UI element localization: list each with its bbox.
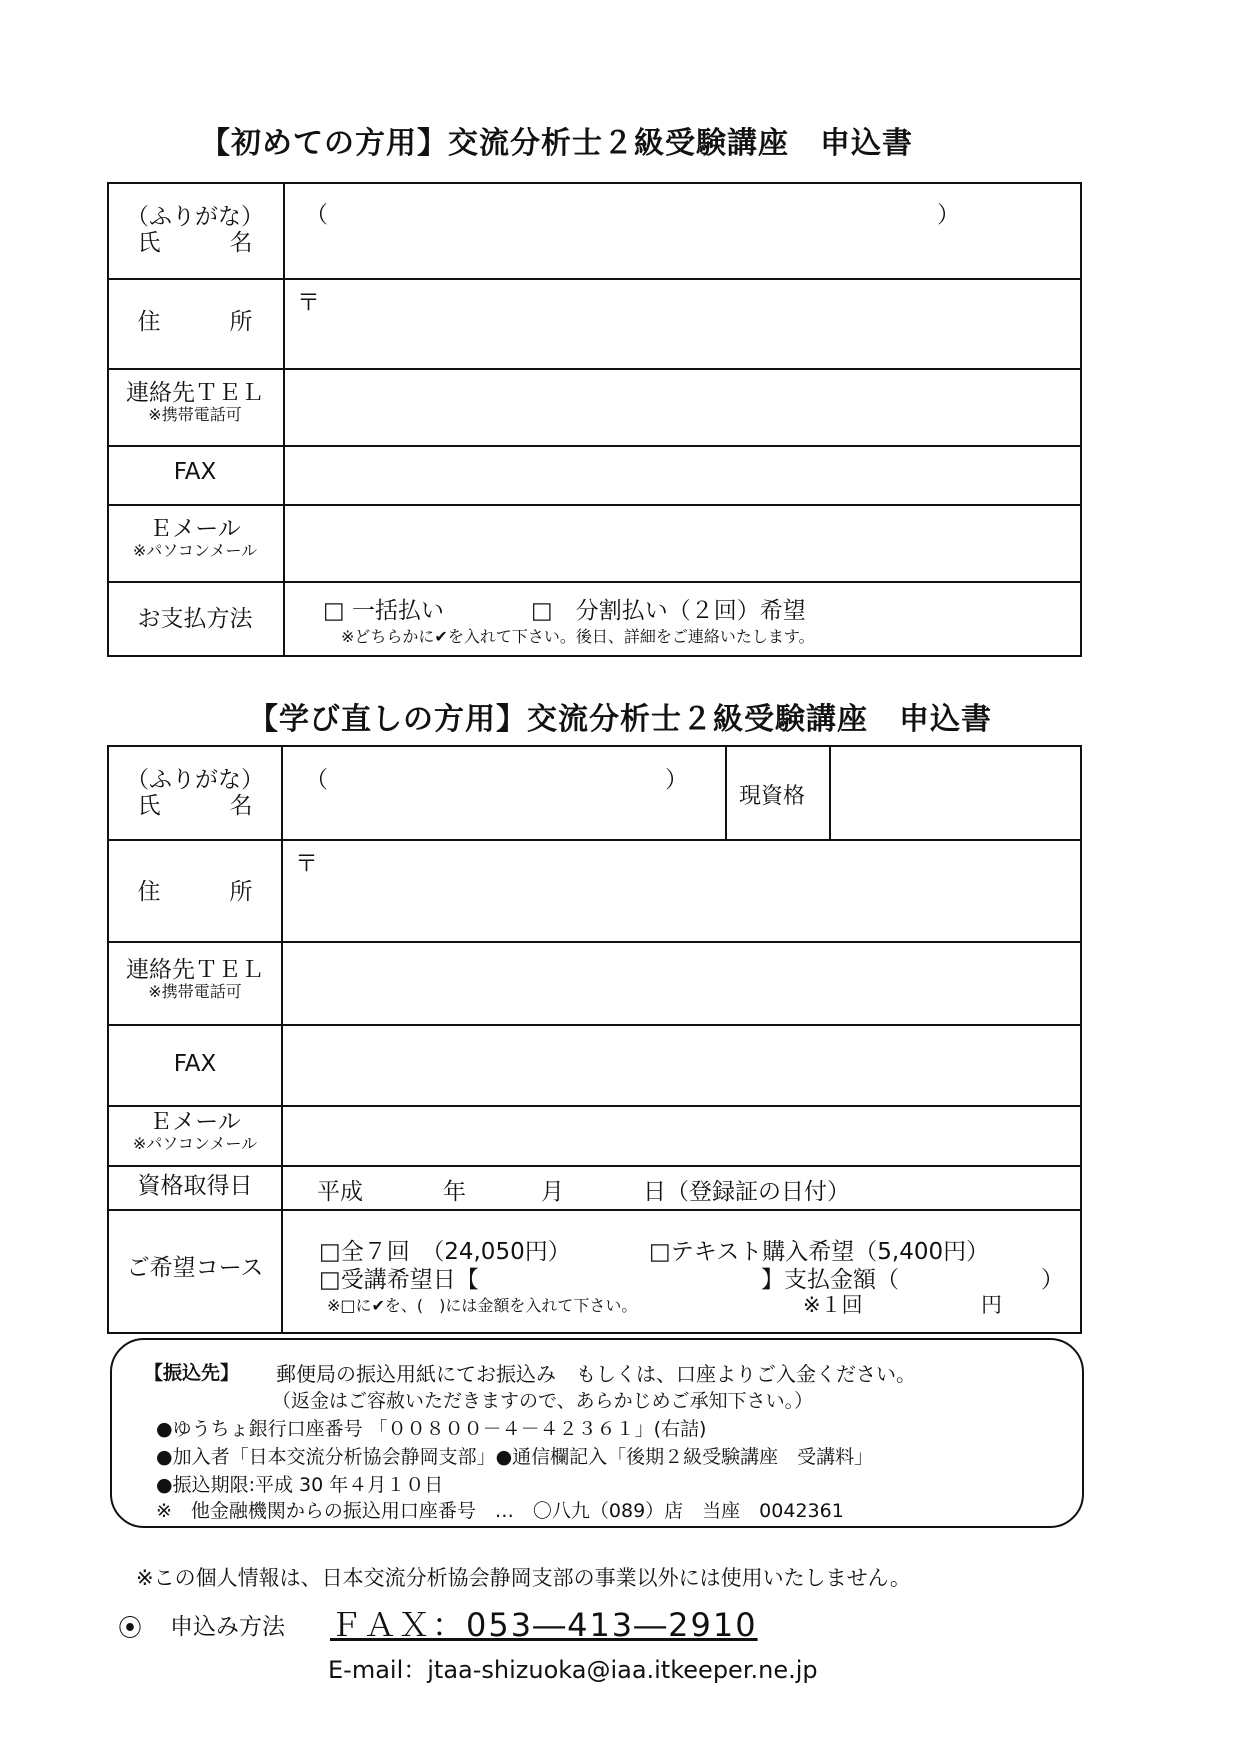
form1-tel-field[interactable] [289,372,1069,442]
form1-email-field[interactable] [289,508,1069,578]
name-label: 氏 名 [137,793,253,820]
method-label: 申込み方法 [170,1614,285,1640]
acquired-date-label: 資格取得日 [137,1173,253,1199]
form1-column-divider [283,184,285,655]
payment-line1: 郵便局の振込用紙にてお振込み もしくは、口座よりご入金ください。 [276,1362,916,1386]
form2-row-divider [109,1024,1080,1026]
course-amount-label: 】支払金額（ [761,1267,899,1293]
form2-row-divider [109,1105,1080,1107]
course-yen: 円 [981,1293,1002,1317]
form1-row-divider [109,504,1080,506]
form1-address-label: 住 所 [137,309,253,335]
form1-row-divider [109,368,1080,370]
course-all-checkbox[interactable]: □全７回 （24,050円） [319,1239,571,1265]
form2-fax-label: FAX [173,1051,217,1077]
form2-row-divider [109,1209,1080,1211]
payment-heading: 【振込先】 [144,1362,240,1384]
form1-address-field[interactable] [289,284,1069,364]
payment-line6: ※ 他金融機関からの振込用口座番号 … 〇八九（089）店 当座 0042361 [156,1500,844,1522]
tel-note: ※携帯電話可 [148,405,242,425]
course-label: ご希望コース [126,1255,264,1281]
course-text-checkbox[interactable]: □テキスト購入希望（5,400円） [649,1239,990,1265]
form2-tel-label [109,957,281,1002]
furigana-label: （ふりがな） [126,204,264,230]
form1-row-divider [109,581,1080,583]
acquired-year: 年 [443,1179,466,1205]
acquired-month: 月 [541,1179,564,1205]
email-note: ※パソコンメール [132,1134,258,1154]
form1-row-divider [109,278,1080,280]
payment-option-installment[interactable]: □ 分割払い（２回）希望 [531,598,806,624]
email-note: ※パソコンメール [132,541,258,561]
form2-address-label: 住 所 [137,879,253,905]
form1-fax-label: FAX [173,459,217,485]
form1-payment-label: お支払方法 [137,606,253,632]
form1-title: 【初めての方用】交流分析士２級受験講座 申込書 [200,126,913,161]
form1-email-label [109,516,281,561]
form1-tel-label [109,380,281,425]
name-paren-open: （ [305,202,328,228]
course-per: ※１回 [803,1293,863,1317]
postal-mark: 〒 [295,851,318,877]
form1-fax-field[interactable] [289,449,1069,501]
payment-line4: ●加入者「日本交流分析協会静岡支部」●通信欄記入「後期２級受験講座 受講料」 [156,1446,874,1468]
payment-line5: ●振込期限:平成 30 年４月１０日 [156,1474,444,1496]
form2-name-field[interactable] [327,755,657,835]
form2-row-divider [109,941,1080,943]
name-paren-close: ） [937,202,960,228]
form2-qual-divider [725,747,727,839]
form2-fax-field[interactable] [289,1029,1069,1101]
form2-qual-divider [829,747,831,839]
fax-number[interactable]: ＦＡＸ：053―413―2910 [330,1606,758,1644]
tel-label: 連絡先ＴＥＬ [126,380,264,406]
form1-name-label [109,204,281,257]
form2-title: 【学び直しの方用】交流分析士２級受験講座 申込書 [248,702,992,737]
form2-tel-field[interactable] [289,947,1069,1021]
postal-mark: 〒 [297,290,320,316]
tel-note: ※携帯電話可 [148,982,242,1002]
privacy-note: ※この個人情報は、日本交流分析協会静岡支部の事業以外には使用いたしません。 [136,1566,911,1590]
course-note: ※□に✔を、( )には金額を入れて下さい。 [327,1296,638,1315]
qualification-label: 現資格 [739,784,806,809]
qualification-field[interactable] [835,753,1075,835]
payment-line2: （返金はご容赦いただきますので、あらかじめご承知下さい。） [272,1390,814,1412]
acquired-day: 日（登録証の日付） [643,1179,850,1205]
form2-address-field[interactable] [289,845,1069,937]
form2-email-field[interactable] [289,1109,1069,1161]
form2-column-divider [281,747,283,1332]
acquired-era: 平成 [317,1179,363,1205]
payment-option-lump[interactable]: □ 一括払い [323,598,445,624]
payment-note: ※どちらかに✔を入れて下さい。後日、詳細をご連絡いたします。 [341,627,815,646]
payment-line3: ●ゆうちょ銀行口座番号 「００８００－４－４２３６１」(右詰) [156,1418,707,1440]
payment-info-box [110,1338,1084,1528]
name-paren-close: ） [665,767,688,793]
name-label: 氏 名 [137,230,253,257]
form1-row-divider [109,445,1080,447]
form2-email-label [109,1109,281,1154]
course-amount-close: ） [1041,1267,1064,1293]
bullet-icon: ⦿ [118,1614,142,1642]
email-address[interactable]: E-mail：jtaa-shizuoka@iaa.itkeeper.ne.jp [328,1656,818,1684]
furigana-label: （ふりがな） [126,767,264,793]
form2-table [107,745,1082,1334]
tel-label: 連絡先ＴＥＬ [126,957,264,983]
form2-name-label [109,767,281,820]
course-day-checkbox[interactable]: □受講希望日【 [319,1267,479,1293]
form2-row-divider [109,1165,1080,1167]
email-label: Ｅメール [149,1109,241,1135]
form1-table [107,182,1082,657]
form2-row-divider [109,839,1080,841]
name-paren-open: （ [305,767,328,793]
email-label: Ｅメール [149,516,241,542]
form1-name-field[interactable] [327,192,927,272]
